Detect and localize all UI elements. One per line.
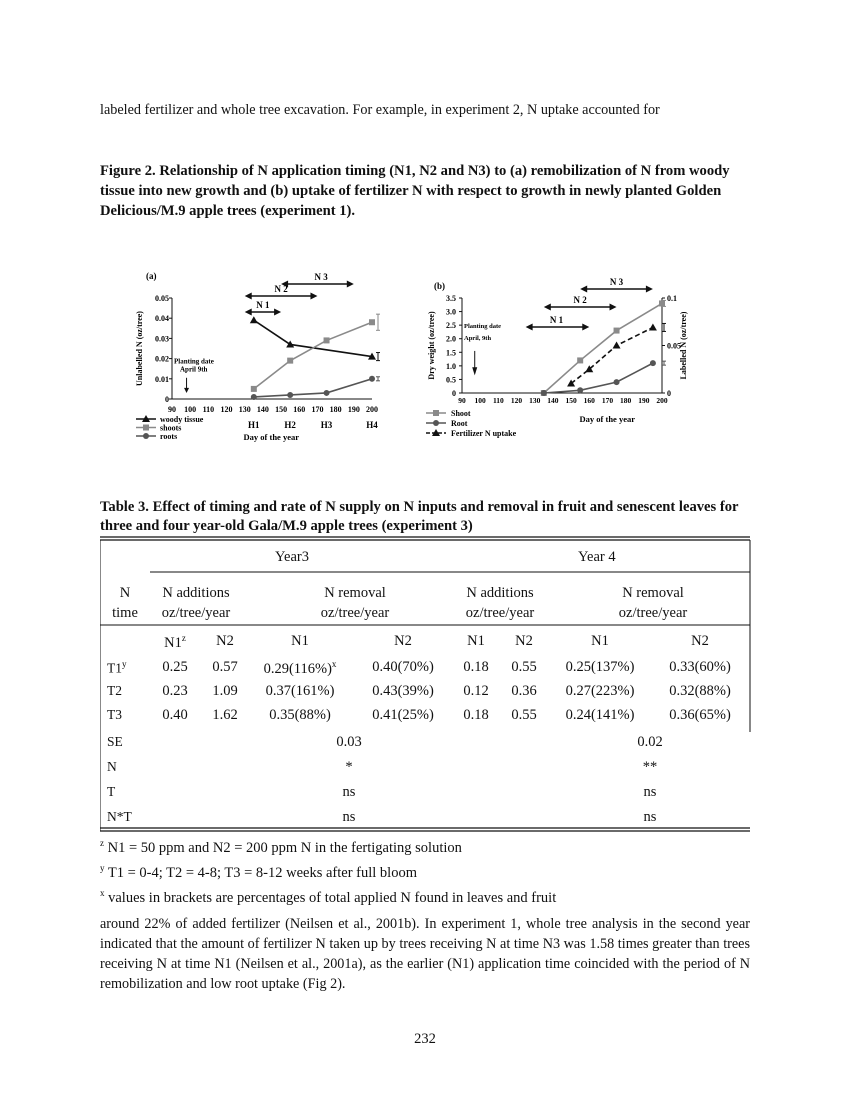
timing-label: N 3 [609, 277, 624, 287]
legend-marker [433, 410, 439, 416]
x-tick-label: 170 [601, 396, 614, 405]
legend-label: roots [160, 432, 178, 441]
additions-unit: oz/tree/year [465, 605, 535, 621]
stat-cell: 0.02 [637, 734, 663, 750]
footnote: $^x$ values in brackets are percentages of total applied N found in leaves and fruit [100, 887, 557, 906]
y-tick-label: 0.01 [155, 374, 169, 384]
stat-label: N [107, 759, 117, 774]
footnotes [100, 833, 556, 907]
legend-label: Fertilizer N uptake [451, 429, 517, 438]
chart-panel-b [420, 272, 710, 442]
y4-removal-header [588, 583, 718, 623]
timing-label: N 2 [274, 284, 288, 294]
data-point [251, 394, 257, 400]
timing-arrow-head [610, 304, 617, 311]
table-cell: 0.27(223%) [565, 683, 635, 699]
legend-label: Shoot [451, 409, 471, 418]
table-cell: 0.43(39%) [372, 683, 434, 699]
subheader-cell: N2 [515, 633, 533, 649]
subheader-cell: N1 [591, 633, 609, 649]
table-cell: 0.33(60%) [669, 659, 731, 675]
harvest-label: H4 [366, 420, 378, 430]
timing-arrow-head [580, 286, 587, 293]
annotation-arrow-head [184, 388, 189, 393]
y-tick-label: 3.0 [446, 307, 456, 317]
x-tick-label: 200 [366, 405, 378, 414]
table-cell: 0.36(65%) [669, 707, 731, 723]
series-line-Fertilizer-N-uptake [571, 327, 653, 383]
x-tick-label: 120 [510, 396, 523, 405]
stat-cell: * [345, 759, 353, 775]
x-tick-label: 130 [529, 396, 541, 405]
y2-tick-label: 0.05 [667, 341, 681, 351]
annotation-text: Planting date [464, 322, 502, 330]
y-tick-label: 2.0 [446, 334, 456, 344]
timing-arrow-head [347, 281, 354, 288]
legend-label: Root [451, 419, 468, 428]
harvest-label: H3 [320, 420, 333, 430]
y-tick-label: 0.05 [155, 294, 169, 303]
row-label: T2 [107, 683, 122, 698]
x-axis-label: Day of the year [579, 414, 636, 424]
subheader-cell: N1 [467, 633, 485, 649]
y-axis-label: Unlabelled N (oz/tree) [135, 311, 144, 386]
series-line-woody-tissue [254, 320, 372, 356]
table-cell: 0.37(161%) [265, 683, 335, 699]
figure-caption: Figure 2. Relationship of N application timing (N1, N2 and N3) to (a) remobilization of N from woody tissue into new growth and (b) uptake of fertilizer N with respect to growth in newly planted Golden Delicious/M.9 apple trees (experiment 1). [100, 163, 730, 219]
table-cell: 0.25(137%) [565, 659, 635, 675]
y-tick-label: 0 [452, 389, 456, 398]
removal-label: N removal [324, 585, 386, 601]
timing-arrow-head [582, 324, 589, 331]
timing-arrow-head [274, 309, 281, 316]
table-cell: 0.57 [212, 659, 238, 675]
additions-label: N additions [162, 585, 230, 601]
table-cell: 0.36 [511, 683, 537, 699]
timing-label: N 1 [256, 300, 270, 310]
x-tick-label: 100 [474, 396, 486, 405]
table-cell: 1.09 [212, 683, 238, 699]
x-tick-label: 190 [347, 405, 360, 414]
y-tick-label: 0.5 [446, 375, 456, 385]
table-caption: Table 3. Effect of timing and rate of N supply on N inputs and removal in fruit and senescent leaves for three and four year-old Gala/M.9 apple trees (experiment 3) [100, 499, 739, 534]
data-point [250, 316, 258, 323]
stat-cell: ns [342, 784, 356, 800]
y2-tick-label: 0.1 [667, 294, 677, 303]
stat-label: N*T [107, 809, 132, 824]
table-n-time-header [100, 583, 150, 623]
legend-label: woody tissue [160, 415, 204, 424]
x-tick-label: 120 [220, 405, 233, 414]
x-tick-label: 200 [656, 396, 668, 405]
subheader-cell: N2 [691, 633, 709, 649]
panel-label: (b) [434, 281, 445, 291]
additions-unit: oz/tree/year [161, 605, 231, 621]
stat-label: SE [107, 734, 123, 749]
data-point [287, 392, 293, 398]
panel-label: (a) [146, 271, 157, 281]
table-cell: 0.24(141%) [565, 707, 635, 723]
table-cell: 0.32(88%) [669, 683, 731, 699]
legend-label: shoots [160, 423, 182, 433]
body-text-top: labeled fertilizer and whole tree excavation. For example, in experiment 2, N uptake accounted for [100, 102, 660, 118]
data-point [650, 360, 656, 366]
subheader-cell: N2 [394, 633, 412, 649]
table-cell: 0.40(70%) [372, 659, 434, 675]
chart-panel-a [130, 262, 390, 447]
x-tick-label: 170 [311, 405, 324, 414]
x-tick-label: 190 [638, 396, 650, 405]
annotation-text: April 9th [180, 365, 208, 374]
table-cell: 0.18 [463, 659, 489, 675]
timing-label: N 3 [314, 272, 328, 282]
legend-marker [433, 420, 439, 426]
x-tick-label: 140 [547, 396, 559, 405]
y-axis-label: Dry weight (oz/tree) [427, 311, 436, 380]
stat-cell: ns [643, 784, 657, 800]
table-cell: 0.35(88%) [269, 707, 331, 723]
x-tick-label: 110 [202, 405, 215, 414]
y-tick-label: 1.5 [446, 348, 456, 358]
y-tick-label: 2.5 [446, 321, 456, 331]
series-line-roots [254, 379, 372, 397]
timing-arrow-head [245, 293, 252, 300]
data-point [324, 337, 330, 343]
timing-label: N 1 [549, 315, 564, 325]
x-axis-label: Day of the year [243, 432, 300, 442]
data-point [614, 379, 620, 385]
y2-axis-label: Labelled N (oz/tree) [679, 311, 688, 380]
additions-label: N additions [466, 585, 534, 601]
footnote: $^y$ T1 = 0-4; T2 = 4-8; T3 = 8-12 weeks after full bloom [100, 862, 417, 881]
stat-cell: ** [642, 759, 658, 775]
table-cell: 0.55 [511, 659, 537, 675]
data-point [324, 390, 330, 396]
removal-unit: oz/tree/year [320, 605, 390, 621]
timing-label: N 2 [573, 295, 587, 305]
data-point [369, 376, 375, 382]
subheader-cell: N2 [216, 633, 234, 649]
data-point [649, 323, 657, 330]
table-cell: 0.25 [162, 659, 188, 675]
table-year3-header: Year3 [275, 549, 309, 565]
table-cell: 0.40 [162, 707, 188, 723]
y-tick-label: 0 [165, 395, 169, 404]
removal-label: N removal [622, 585, 684, 601]
timing-arrow-head [245, 309, 252, 316]
row-label: T1$^y$ [107, 659, 127, 676]
row-label: T3 [107, 707, 122, 722]
table-cell: 0.12 [463, 683, 489, 699]
body-text-bottom: around 22% of added fertilizer (Neilsen et al., 2001b). In experiment 1, whole tree analysis in the second year indicated that the amount of fertilizer N taken up by trees receiving N at time N3 was 1.58 times greater than trees receiving N at time N1 (Neilsen et al., 2001a), as the earlier (N1) application time coincided with the period of N remobilization and low root uptake (Fig 2). [100, 916, 750, 992]
subheader-cell: N1 [291, 633, 309, 649]
y3-removal-header [290, 583, 420, 623]
n-label: N [119, 585, 131, 601]
x-tick-label: 180 [329, 405, 342, 414]
data-point [286, 340, 294, 347]
x-tick-label: 150 [565, 396, 577, 405]
timing-arrow-head [526, 324, 533, 331]
x-tick-label: 150 [275, 405, 288, 414]
legend-marker [143, 425, 149, 431]
data-point [577, 387, 583, 393]
y4-additions-header [456, 583, 544, 623]
table-cell: 0.23 [162, 683, 188, 699]
annotation-text: Planting date [174, 357, 214, 366]
data-point [541, 390, 547, 396]
y-tick-label: 0.03 [155, 334, 169, 344]
subheader-cell: N1$^z$ [164, 633, 186, 651]
x-tick-label: 100 [184, 405, 197, 414]
data-point [613, 342, 621, 349]
y-tick-label: 0.04 [155, 314, 169, 324]
harvest-label: H1 [248, 420, 260, 430]
table-cell: 0.18 [463, 707, 489, 723]
annotation-text: April, 9th [464, 335, 492, 343]
stat-cell: 0.03 [336, 734, 362, 750]
table-cell: 0.55 [511, 707, 537, 723]
x-tick-label: 90 [458, 396, 466, 405]
table-year4-header: Year 4 [578, 549, 616, 565]
stat-cell: ns [342, 809, 356, 825]
harvest-label: H2 [284, 420, 296, 430]
data-point [251, 386, 257, 392]
timing-arrow-head [646, 286, 653, 293]
timing-arrow-head [310, 293, 317, 300]
table-cell: 1.62 [212, 707, 238, 723]
stat-label: T [107, 784, 116, 799]
data-point [287, 358, 293, 364]
x-tick-label: 160 [293, 405, 306, 414]
y-tick-label: 1.0 [446, 361, 456, 371]
page-number: 232 [414, 1031, 436, 1047]
footnote: $^z$ N1 = 50 ppm and N2 = 200 ppm N in the fertigating solution [100, 838, 462, 856]
y-tick-label: 3.5 [446, 294, 456, 303]
data-point [577, 357, 583, 363]
y-tick-label: 0.02 [155, 354, 169, 364]
legend-marker [143, 433, 149, 439]
x-tick-label: 180 [620, 396, 632, 405]
data-point [614, 328, 620, 334]
annotation-arrow-head [472, 367, 477, 375]
data-point [369, 319, 375, 325]
stat-cell: ns [643, 809, 657, 825]
y3-additions-header [152, 583, 240, 623]
x-tick-label: 140 [256, 405, 269, 414]
table-cell: $0.29(116\%)^x$ [263, 659, 337, 677]
time-label: time [112, 605, 138, 621]
table-cell: 0.41(25%) [372, 707, 434, 723]
y2-tick-label: 0 [667, 389, 671, 398]
x-tick-label: 110 [492, 396, 504, 405]
x-tick-label: 130 [238, 405, 251, 414]
x-tick-label: 90 [168, 405, 176, 414]
removal-unit: oz/tree/year [618, 605, 688, 621]
timing-arrow-head [544, 304, 551, 311]
x-tick-label: 160 [583, 396, 595, 405]
